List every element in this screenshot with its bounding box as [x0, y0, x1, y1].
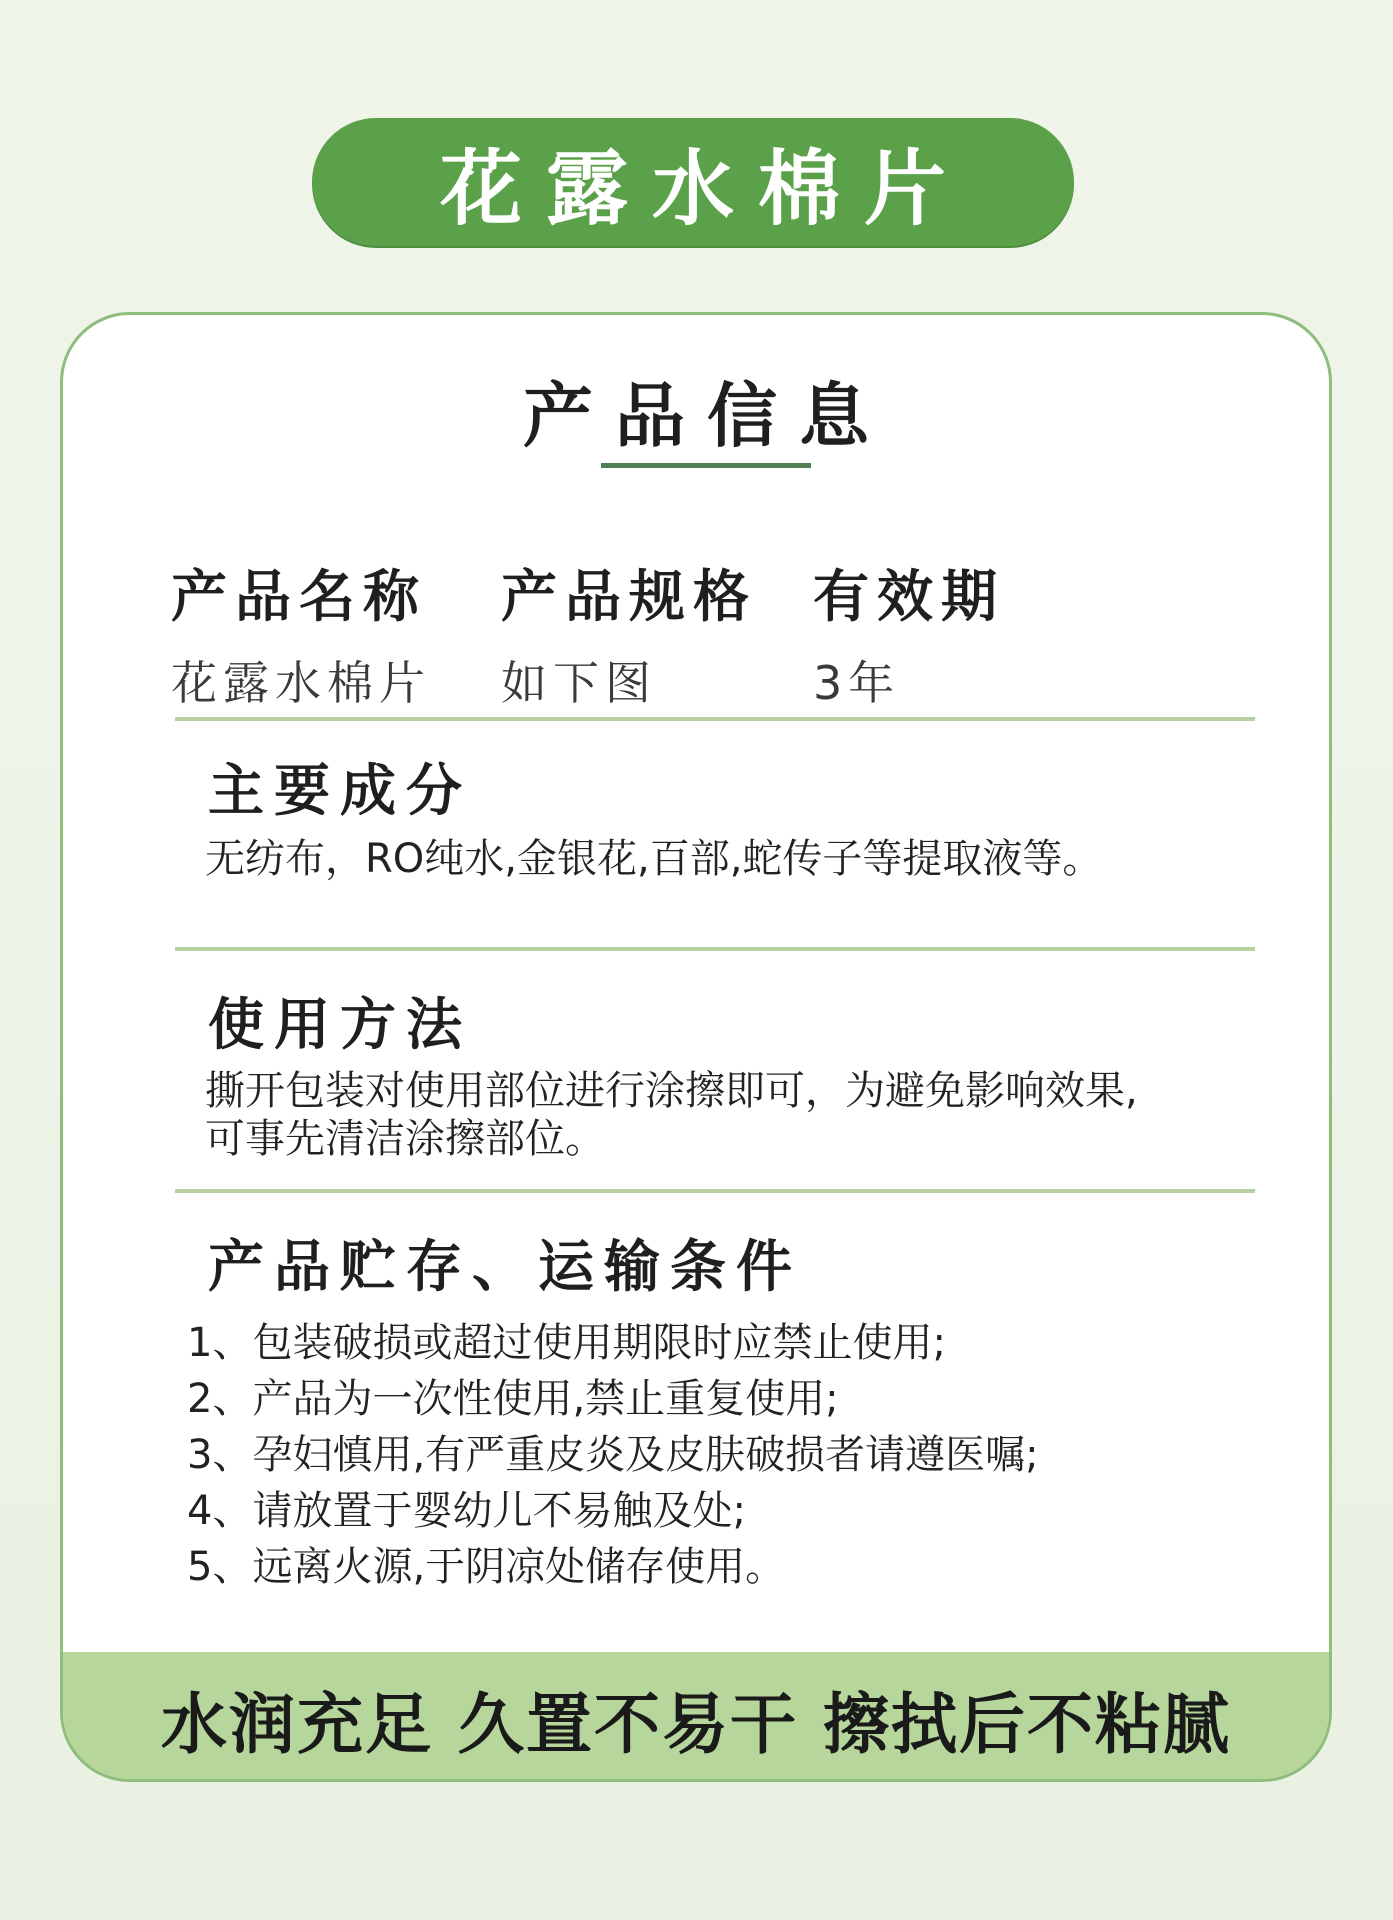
info-product-spec — [501, 553, 757, 713]
list-item: 3、孕妇慎用,有严重皮炎及皮肤破损者请遵医嘱; — [187, 1432, 1039, 1478]
usage-text-line: 撕开包装对使用部位进行涂擦即可，为避免影响效果, — [205, 1068, 1138, 1114]
info-value: 花露水棉片 — [171, 656, 431, 710]
info-label: 有效期 — [813, 565, 1005, 630]
info-product-name — [171, 553, 431, 713]
info-value: 如下图 — [501, 656, 657, 710]
product-info-card — [60, 312, 1332, 1782]
ingredients-text: 无纺布，RO纯水,金银花,百部,蛇传子等提取液等。 — [205, 836, 1103, 882]
info-expiry — [813, 553, 1005, 713]
header-title: 花露水棉片 — [439, 141, 970, 237]
list-item: 5、远离火源,于阴凉处储存使用。 — [187, 1544, 786, 1590]
divider — [175, 1189, 1255, 1193]
info-label: 产品规格 — [501, 565, 757, 630]
title-underline — [601, 463, 811, 468]
list-item: 1、包装破损或超过使用期限时应禁止使用; — [187, 1320, 946, 1366]
divider — [175, 717, 1255, 721]
slogan-band — [63, 1652, 1329, 1782]
slogan-text: 水润充足 久置不易干 擦拭后不粘腻 — [161, 1686, 1231, 1763]
list-item: 2、产品为一次性使用,禁止重复使用; — [187, 1376, 839, 1422]
storage-title: 产品贮存、运输条件 — [208, 1235, 802, 1300]
usage-title: 使用方法 — [208, 993, 472, 1058]
header-title-pill — [312, 118, 1074, 246]
divider — [175, 947, 1255, 951]
ingredients-title: 主要成分 — [208, 759, 472, 824]
info-value: 3年 — [813, 656, 901, 710]
list-item: 4、请放置于婴幼儿不易触及处; — [187, 1488, 746, 1534]
card-title: 产品信息 — [523, 375, 891, 457]
info-label: 产品名称 — [171, 565, 427, 630]
storage-list — [187, 1315, 1039, 1595]
usage-text-line: 可事先清洁涂擦部位。 — [205, 1116, 605, 1162]
